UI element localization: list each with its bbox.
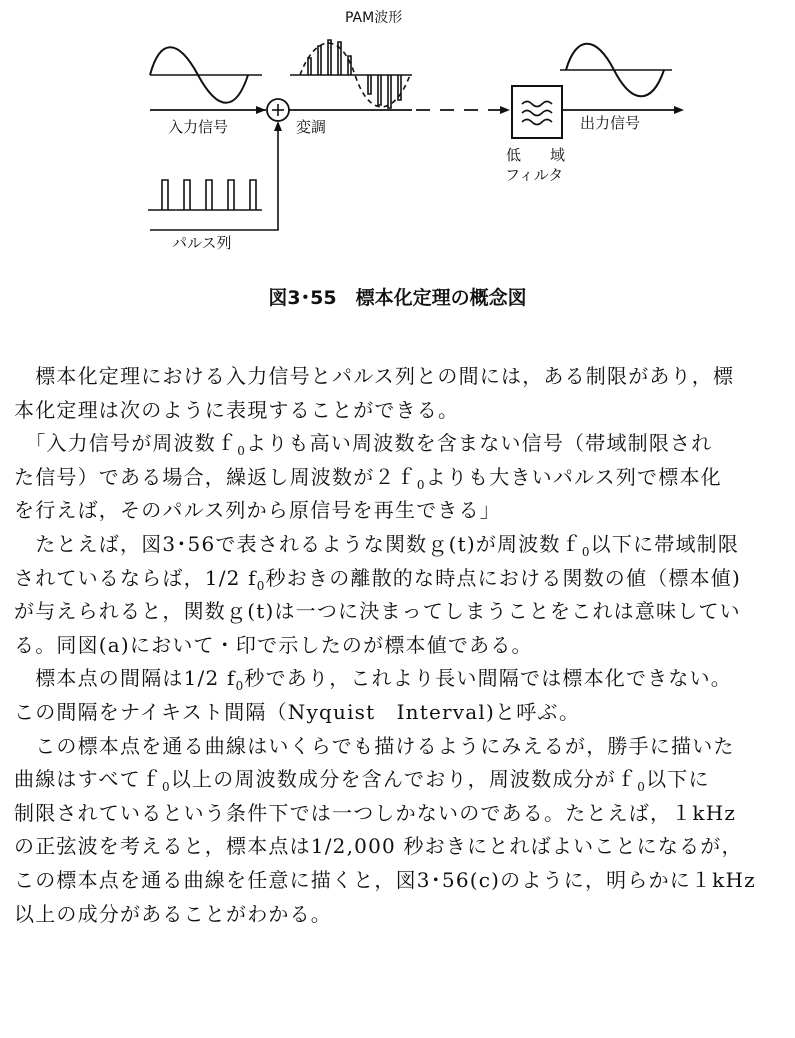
- text-segment: た信号）である場合，繰返し周波数が２ｆ: [14, 464, 417, 489]
- text-segment: この間隔をナイキスト間隔（Nyquist Interval)と呼ぶ。: [14, 699, 581, 724]
- text-line: [14, 662, 786, 696]
- pulse-train-label: パルス列: [172, 234, 232, 252]
- text-line: [14, 898, 786, 932]
- text-segment: 以下に: [646, 767, 710, 792]
- text-segment: 標本化定理における入力信号とパルス列との間には，ある制限があり，標: [14, 364, 735, 388]
- text-line: [14, 696, 786, 730]
- text-line: [14, 797, 786, 831]
- text-segment: 以上の周波数成分を含んでおり，周波数成分がｆ: [170, 767, 638, 792]
- text-line: [14, 830, 786, 864]
- low-pass-filter-box: [512, 86, 562, 138]
- text-segment: が与えられると，関数ｇ(t)は一つに決まってしまうことをこれは意味してい: [14, 599, 741, 624]
- filter-label-filter: フィルタ: [505, 166, 564, 184]
- modulation-label: 変調: [296, 118, 327, 136]
- text-line: [14, 427, 786, 461]
- text-segment: 秒であり，これより長い間隔では標本化できない。: [244, 666, 733, 691]
- modulator-symbol: [267, 99, 289, 121]
- text-segment: を行えば，そのパルス列から原信号を再生できる」: [14, 498, 501, 523]
- text-line: [14, 461, 786, 495]
- input-sine-waveform: [150, 47, 262, 103]
- figure-caption: 図3･55 標本化定理の概念図: [268, 287, 527, 309]
- text-line: [14, 360, 786, 394]
- text-line: [14, 864, 786, 898]
- text-line: [14, 730, 786, 764]
- text-segment: る。同図(a)において・印で示したのが標本値である。: [14, 632, 533, 657]
- text-segment: されているならば，1/2 f: [14, 565, 257, 590]
- text-segment: よりも大きいパルス列で標本化: [425, 464, 722, 489]
- text-line: [14, 629, 786, 663]
- subscript-zero: 0: [162, 780, 171, 795]
- text-line: [14, 494, 786, 528]
- text-line: [14, 528, 786, 562]
- filter-label-low: 低: [506, 146, 522, 164]
- output-sine-waveform: [560, 44, 672, 97]
- subscript-zero: 0: [237, 444, 247, 459]
- text-segment: 曲線はすべてｆ: [14, 767, 162, 792]
- text-segment: 以上の成分があることがわかる。: [14, 901, 332, 926]
- text-line: [14, 562, 786, 596]
- output-signal-label: 出力信号: [580, 114, 641, 132]
- text-segment: 以下に帯域制限: [590, 531, 740, 556]
- text-segment: よりも高い周波数を含まない信号（帯域制限され: [246, 431, 713, 456]
- subscript-zero: 0: [581, 544, 591, 559]
- subscript-zero: 0: [256, 578, 266, 593]
- body-text: [14, 360, 786, 931]
- text-segment: この標本点を通る曲線を任意に描くと，図3･56(c)のように，明らかに１kHz: [14, 867, 756, 892]
- text-segment: 本化定理は次のように表現することができる。: [14, 397, 460, 422]
- text-segment: の正弦波を考えると，標本点は1/2,000 秒おきにとればよいことになるが，: [14, 834, 743, 859]
- text-segment: 「入力信号が周波数ｆ: [14, 431, 238, 456]
- transmission-line: [289, 106, 510, 114]
- input-signal-label: 入力信号: [168, 118, 229, 136]
- filter-label-band: 域: [550, 146, 566, 164]
- text-line: [14, 394, 786, 428]
- output-arrow: [562, 106, 684, 114]
- subscript-zero: 0: [235, 679, 245, 694]
- subscript-zero: 0: [416, 477, 426, 492]
- text-line: [14, 595, 786, 629]
- pulse-train-waveform: [148, 180, 262, 210]
- text-segment: 秒おきの離散的な時点における関数の値（標本値): [265, 565, 741, 590]
- text-segment: 標本点の間隔は1/2 f: [14, 666, 236, 691]
- text-segment: たとえば，図3･56で表されるような関数ｇ(t)が周波数ｆ: [14, 531, 582, 556]
- text-segment: 制限されているという条件下では一つしかないのである。たとえば，１kHz: [14, 800, 737, 825]
- text-line: [14, 763, 786, 797]
- subscript-zero: 0: [637, 780, 647, 795]
- pam-waveform-label: PAM波形: [345, 10, 403, 26]
- input-signal-arrow: [150, 106, 266, 114]
- pulse-train-path: [150, 121, 282, 230]
- sampling-theorem-diagram: [0, 0, 795, 275]
- text-segment: この標本点を通る曲線はいくらでも描けるようにみえるが，勝手に描いた: [14, 733, 735, 758]
- pam-waveform: [290, 40, 412, 108]
